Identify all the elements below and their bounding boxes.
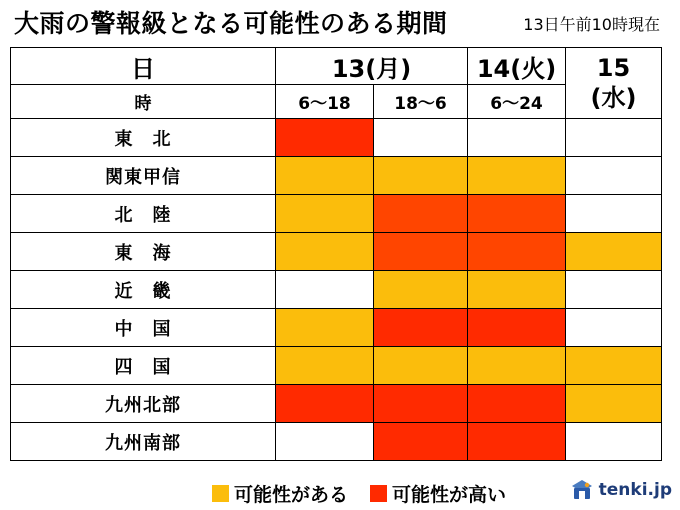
region-label: 東 海 — [11, 233, 276, 271]
region-label: 四 国 — [11, 347, 276, 385]
legend-possible — [212, 480, 348, 507]
forecast-cell — [566, 233, 662, 271]
region-label: 九州南部 — [11, 423, 276, 461]
table-row — [11, 309, 662, 347]
table-row — [11, 119, 662, 157]
day13-header: 13(月) — [276, 48, 468, 85]
forecast-cell — [374, 157, 468, 195]
period-header: 18～6 — [374, 85, 468, 119]
forecast-cell — [374, 233, 468, 271]
table-row — [11, 385, 662, 423]
table-row — [11, 157, 662, 195]
region-label: 中 国 — [11, 309, 276, 347]
forecast-cell — [468, 309, 566, 347]
forecast-cell — [566, 385, 662, 423]
forecast-cell — [566, 195, 662, 233]
forecast-cell — [276, 271, 374, 309]
forecast-cell — [374, 385, 468, 423]
legend-high-swatch — [370, 485, 387, 502]
forecast-cell — [276, 309, 374, 347]
table-row — [11, 195, 662, 233]
day15-weekday: (水) — [590, 84, 637, 112]
forecast-cell — [566, 157, 662, 195]
forecast-cell — [276, 423, 374, 461]
legend-possible-label: 可能性がある — [234, 484, 349, 506]
period-header: 6～18 — [276, 85, 374, 119]
forecast-cell — [374, 271, 468, 309]
forecast-cell — [374, 423, 468, 461]
day14-header: 14(火) — [468, 48, 566, 85]
region-label: 東 北 — [11, 119, 276, 157]
forecast-cell — [468, 271, 566, 309]
brand-logo — [570, 478, 672, 502]
forecast-cell — [566, 309, 662, 347]
table-row — [11, 423, 662, 461]
table-row — [11, 347, 662, 385]
day15-header — [566, 48, 662, 119]
forecast-cell — [468, 385, 566, 423]
forecast-cell — [468, 423, 566, 461]
region-label: 関東甲信 — [11, 157, 276, 195]
table-row — [11, 271, 662, 309]
forecast-cell — [374, 309, 468, 347]
forecast-cell — [374, 195, 468, 233]
forecast-cell — [566, 347, 662, 385]
legend-high-label: 可能性が高い — [392, 484, 507, 506]
region-label: 九州北部 — [11, 385, 276, 423]
forecast-cell — [566, 423, 662, 461]
forecast-cell — [276, 347, 374, 385]
forecast-cell — [566, 271, 662, 309]
forecast-cell — [374, 119, 468, 157]
legend-possible-swatch — [212, 485, 229, 502]
day-header-row — [11, 48, 662, 85]
forecast-cell — [468, 195, 566, 233]
forecast-cell — [468, 347, 566, 385]
forecast-cell — [468, 233, 566, 271]
forecast-cell — [276, 195, 374, 233]
forecast-cell — [276, 233, 374, 271]
time-header-row — [11, 85, 662, 119]
page-title: 大雨の警報級となる可能性のある期間 — [14, 9, 448, 38]
legend-high — [370, 480, 506, 507]
table-row — [11, 233, 662, 271]
tenki-logo-icon — [570, 478, 594, 502]
day15-number: 15 — [596, 54, 631, 82]
forecast-cell — [276, 157, 374, 195]
forecast-cell — [276, 385, 374, 423]
forecast-cell — [566, 119, 662, 157]
time-header-label: 時 — [11, 85, 276, 119]
forecast-cell — [276, 119, 374, 157]
forecast-cell — [468, 157, 566, 195]
timestamp: 13日午前10時現在 — [523, 15, 660, 34]
warning-period-table — [10, 47, 662, 461]
forecast-cell — [468, 119, 566, 157]
period-header: 6～24 — [468, 85, 566, 119]
region-label: 北 陸 — [11, 195, 276, 233]
region-label: 近 畿 — [11, 271, 276, 309]
legend — [212, 480, 528, 507]
forecast-cell — [374, 347, 468, 385]
day-header-label: 日 — [11, 48, 276, 85]
brand-name: tenki.jp — [598, 480, 672, 500]
